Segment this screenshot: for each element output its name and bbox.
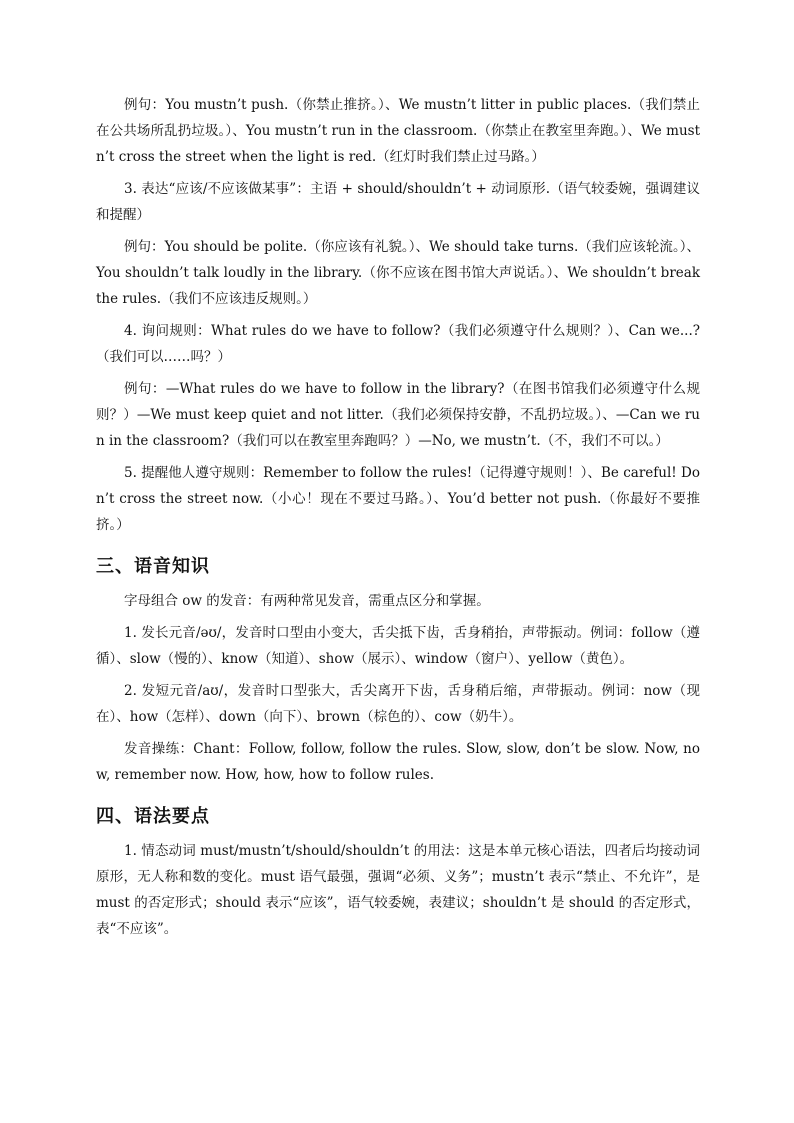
example-paragraph-ask-rules: 例句：—What rules do we have to follow in the library?（在图书馆我们必须遵守什么规则？）—We must keep quiet and not litter.（我们必须保持安静，不乱扔垃圾。）、—Can we run in the classroom?（我们可以在教室里奔跑吗？）—No, we mustn’t.（不，我们不可以。） [96, 381, 700, 449]
section-heading-phonetics: 三、语音知识 [96, 556, 210, 577]
ask-rules-paragraph: 4. 询问规则：What rules do we have to follow?（我们必须遵守什么规则？）、Can we...?（我们可以……吗？） [96, 323, 700, 365]
rule-should-paragraph: 3. 表达“应该/不应该做某事”：主语 + should/shouldn’t + 动词原形.（语气较委婉，强调建议和提醒） [96, 181, 700, 223]
section-heading-grammar: 四、语法要点 [96, 806, 210, 827]
phonetics-intro-paragraph: 字母组合 ow 的发音：有两种常见发音，需重点区分和掌握。 [124, 593, 490, 609]
example-paragraph-should: 例句：You should be polite.（你应该有礼貌。）、We should take turns.（我们应该轮流。）、You shouldn’t talk loudly in the library.（你不应该在图书馆大声说话。）、We shouldn’t break the rules.（我们不应该违反规则。） [96, 239, 700, 307]
phonetics-diphthong-paragraph: 2. 发短元音/aʊ/，发音时口型张大，舌尖离开下齿，舌身稍后缩，声带振动。例词：now（现在）、how（怎样）、down（向下）、brown（棕色的）、cow（奶牛）。 [96, 683, 700, 725]
phonetics-long-vowel-paragraph: 1. 发长元音/əʊ/，发音时口型由小变大，舌尖抵下齿，舌身稍抬，声带振动。例词：follow（遵循）、slow（慢的）、know（知道）、show（展示）、window（窗户）、yellow（黄色）。 [96, 625, 700, 667]
document-page [96, 92, 700, 948]
example-paragraph-mustnt: 例句：You mustn’t push.（你禁止推挤。）、We mustn’t litter in public places.（我们禁止在公共场所乱扔垃圾。）、You mustn’t run in the classroom.（你禁止在教室里奔跑。）、We mustn’t cross the street when the light is red.（红灯时我们禁止过马路。） [96, 97, 700, 165]
grammar-modal-verbs-paragraph: 1. 情态动词 must/mustn’t/should/shouldn’t 的用法：这是本单元核心语法，四者后均接动词原形，无人称和数的变化。must 语气最强，强调“必须、义务”；mustn’t 表示“禁止、不允许”，是 must 的否定形式；should 表示“应该”，语气较委婉，表建议；shouldn’t 是 should 的否定形式，表“不应该”。 [96, 843, 700, 937]
phonetics-chant-paragraph: 发音操练：Chant：Follow, follow, follow the rules. Slow, slow, don’t be slow. Now, now, remember now. How, how, how to follow rules. [96, 741, 700, 783]
remind-rules-paragraph: 5. 提醒他人遵守规则：Remember to follow the rules!（记得遵守规则！）、Be careful! Don’t cross the street now.（小心！现在不要过马路。）、You’d better not push.（你最好不要推挤。） [96, 465, 700, 533]
